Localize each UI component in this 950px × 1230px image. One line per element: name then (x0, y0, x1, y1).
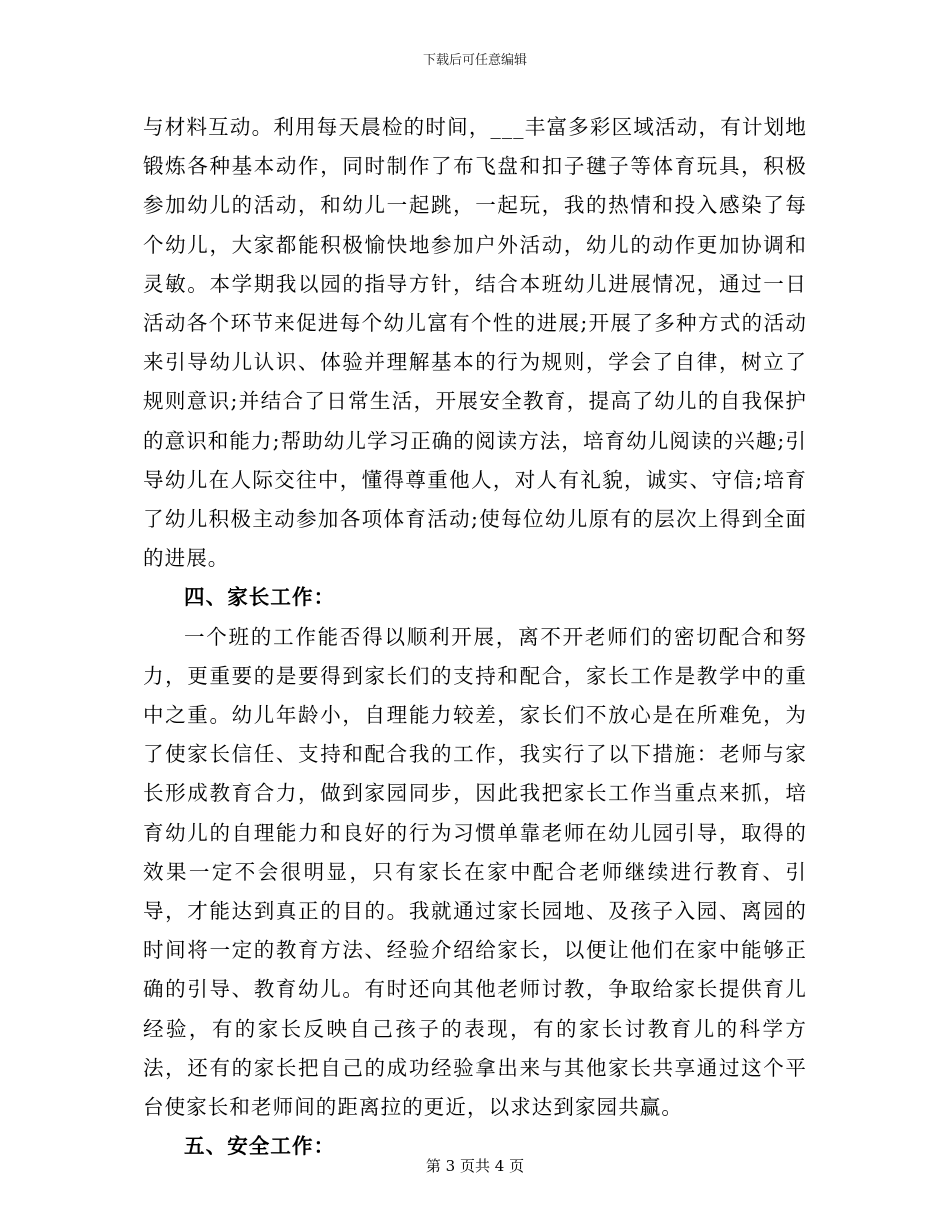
section-heading-parent-work: 四、家长工作： (184, 585, 336, 610)
paragraph-parent-work: 一个班的工作能否得以顺利开展，离不开老师们的密切配合和努力，更重要的是要得到家长们的支持和配合，家长工作是教学中的重中之重。幼儿年龄小，自理能力较差，家长们不放心是在所难免，为了使家长信任、支持和配合我的工作，我实行了以下措施：老师与家长形成教育合力，做到家园同步，因此我把家长工作当重点来抓，培育幼儿的自理能力和良好的行为习惯单靠老师在幼儿园引导，取得的效果一定不会很明显，只有家长在家中配合老师继续进行教育、引导，才能达到真正的目的。我就通过家长园地、及孩子入园、离园的时间将一定的教育方法、经验介绍给家长，以便让他们在家中能够正确的引导、教育幼儿。有时还向其他老师讨教，争取给家长提供育儿经验，有的家长反映自己孩子的表现，有的家长讨教育儿的科学方法，还有的家长把自己的成功经验拿出来与其他家长共享通过这个平台使家长和老师间的距离拉的更近，以求达到家园共赢。 (143, 624, 807, 1120)
page-header: 下载后可任意编辑 (422, 53, 527, 68)
paragraph-activities: 与材料互动。利用每天晨检的时间，___丰富多彩区域活动，有计划地锻炼各种基本动作，同时制作了布飞盘和扣子毽子等体育玩具，积极参加幼儿的活动，和幼儿一起跳，一起玩，我的热情和投入感染了每个幼儿，大家都能积极愉快地参加户外活动，幼儿的动作更加协调和灵敏。本学期我以园的指导方针，结合本班幼儿进展情况，通过一日活动各个环节来促进每个幼儿富有个性的进展;开展了多种方式的活动来引导幼儿认识、体验并理解基本的行为规则，学会了自律，树立了规则意识;并结合了日常生活，开展安全教育，提高了幼儿的自我保护的意识和能力;帮助幼儿学习正确的阅读方法，培育幼儿阅读的兴趣;引导幼儿在人际交往中，懂得尊重他人，对人有礼貌，诚实、守信;培育了幼儿积极主动参加各项体育活动;使每位幼儿原有的层次上得到全面的进展。 (143, 115, 808, 571)
page-footer: 第 3 页共 4 页 (425, 1157, 525, 1175)
document-body (143, 108, 807, 1166)
section-heading-safety-work: 五、安全工作： (184, 1134, 336, 1159)
